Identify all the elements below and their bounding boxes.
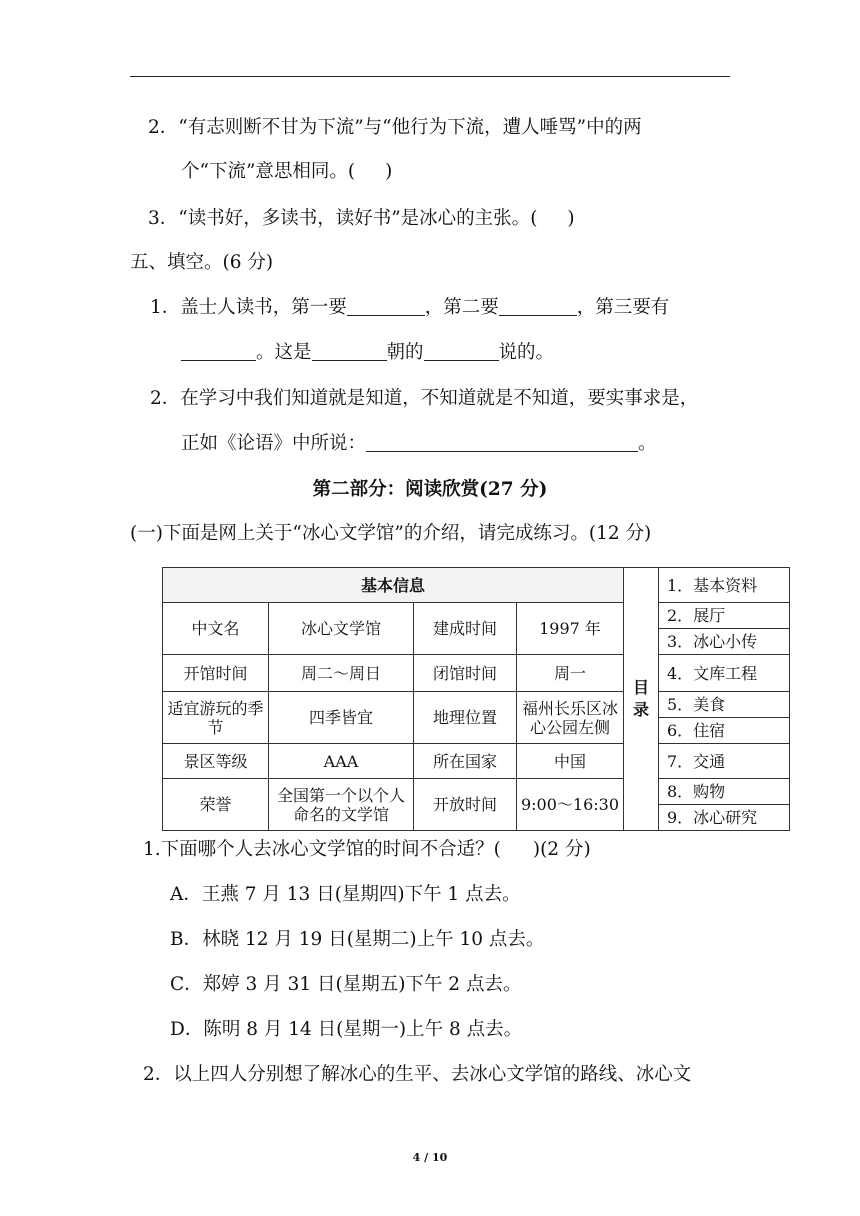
q5-item2-line1: 2．在学习中我们知道就是知道，不知道就是不知道，要实事求是，: [150, 388, 699, 409]
page-number: 4 / 10: [412, 1151, 448, 1164]
cell-value: 中国: [517, 744, 624, 779]
fill-blank[interactable]: [312, 342, 387, 361]
option-a[interactable]: A．王燕 7 月 13 日(星期四)下午 1 点去。: [170, 884, 521, 905]
option-b[interactable]: B．林晓 12 月 19 日(星期二)上午 10 点去。: [170, 929, 545, 950]
toc-item[interactable]: 1．基本资料: [659, 568, 790, 603]
fill-blank[interactable]: [181, 342, 256, 361]
cell-label: 适宜游玩的季节: [163, 692, 269, 744]
cell-label: 建成时间: [414, 603, 517, 655]
q5-item2-line2: 正如《论语》中所说： 。: [181, 433, 657, 454]
question-2-line1: 2．以上四人分别想了解冰心的生平、去冰心文学馆的路线、冰心文: [143, 1064, 692, 1085]
q5-item1-line2: 。这是 朝的 说的。: [181, 341, 554, 365]
header-rule: [130, 76, 730, 77]
fill-blank[interactable]: [499, 297, 577, 316]
cell-value: 全国第一个以个人命名的文学馆: [269, 779, 414, 831]
cell-label: 地理位置: [414, 692, 517, 744]
toc-item[interactable]: 9．冰心研究: [659, 805, 790, 831]
toc-item[interactable]: 3．冰心小传: [659, 629, 790, 655]
option-c[interactable]: C．郑婷 3 月 31 日(星期五)下午 2 点去。: [170, 974, 522, 995]
toc-item[interactable]: 8．购物: [659, 779, 790, 805]
part2-title: 第二部分：阅读欣赏(27 分): [312, 479, 548, 500]
cell-label: 开放时间: [414, 779, 517, 831]
toc-item[interactable]: 7．交通: [659, 744, 790, 779]
fill-blank[interactable]: [424, 342, 499, 361]
option-d[interactable]: D．陈明 8 月 14 日(星期一)上午 8 点去。: [170, 1019, 523, 1040]
q4-item2-line1: 2．“有志则断不甘为下流”与“他行为下流，遭人唾骂”中的两: [148, 117, 642, 138]
cell-value: 周一: [517, 655, 624, 692]
toc-item[interactable]: 5．美食: [659, 692, 790, 718]
cell-value: 福州长乐区冰心公园左侧: [517, 692, 624, 744]
cell-value: AAA: [269, 744, 414, 779]
cell-label: 闭馆时间: [414, 655, 517, 692]
mulu-label: 目录: [624, 568, 659, 831]
info-table: [162, 567, 790, 831]
section1-intro: (一)下面是网上关于“冰心文学馆”的介绍，请完成练习。(12 分): [130, 523, 652, 544]
toc-item[interactable]: 4．文库工程: [659, 655, 790, 692]
cell-label: 开馆时间: [163, 655, 269, 692]
cell-label: 所在国家: [414, 744, 517, 779]
fill-blank[interactable]: [366, 433, 638, 452]
cell-value: 冰心文学馆: [269, 603, 414, 655]
cell-label: 荣誉: [163, 779, 269, 831]
cell-value: 9:00～16:30: [517, 779, 624, 831]
fill-blank[interactable]: [347, 297, 425, 316]
q4-item2-line2: 个“下流”意思相同。( ): [181, 161, 393, 182]
toc-item[interactable]: 2．展厅: [659, 603, 790, 629]
cell-value: 四季皆宜: [269, 692, 414, 744]
toc-item[interactable]: 6．住宿: [659, 718, 790, 744]
cell-label: 景区等级: [163, 744, 269, 779]
table-header: 基本信息: [163, 568, 624, 603]
cell-value: 1997 年: [517, 603, 624, 655]
question-1: 1.下面哪个人去冰心文学馆的时间不合适？( )(2 分): [143, 839, 591, 860]
q5-heading: 五、填空。(6 分): [130, 252, 274, 273]
cell-value: 周二～周日: [269, 655, 414, 692]
q5-item1-line1: 1．盖士人读书，第一要 ，第二要 ，第三要有: [150, 297, 670, 318]
q4-item3: 3．“读书好，多读书，读好书”是冰心的主张。( ): [148, 208, 575, 229]
cell-label: 中文名: [163, 603, 269, 655]
